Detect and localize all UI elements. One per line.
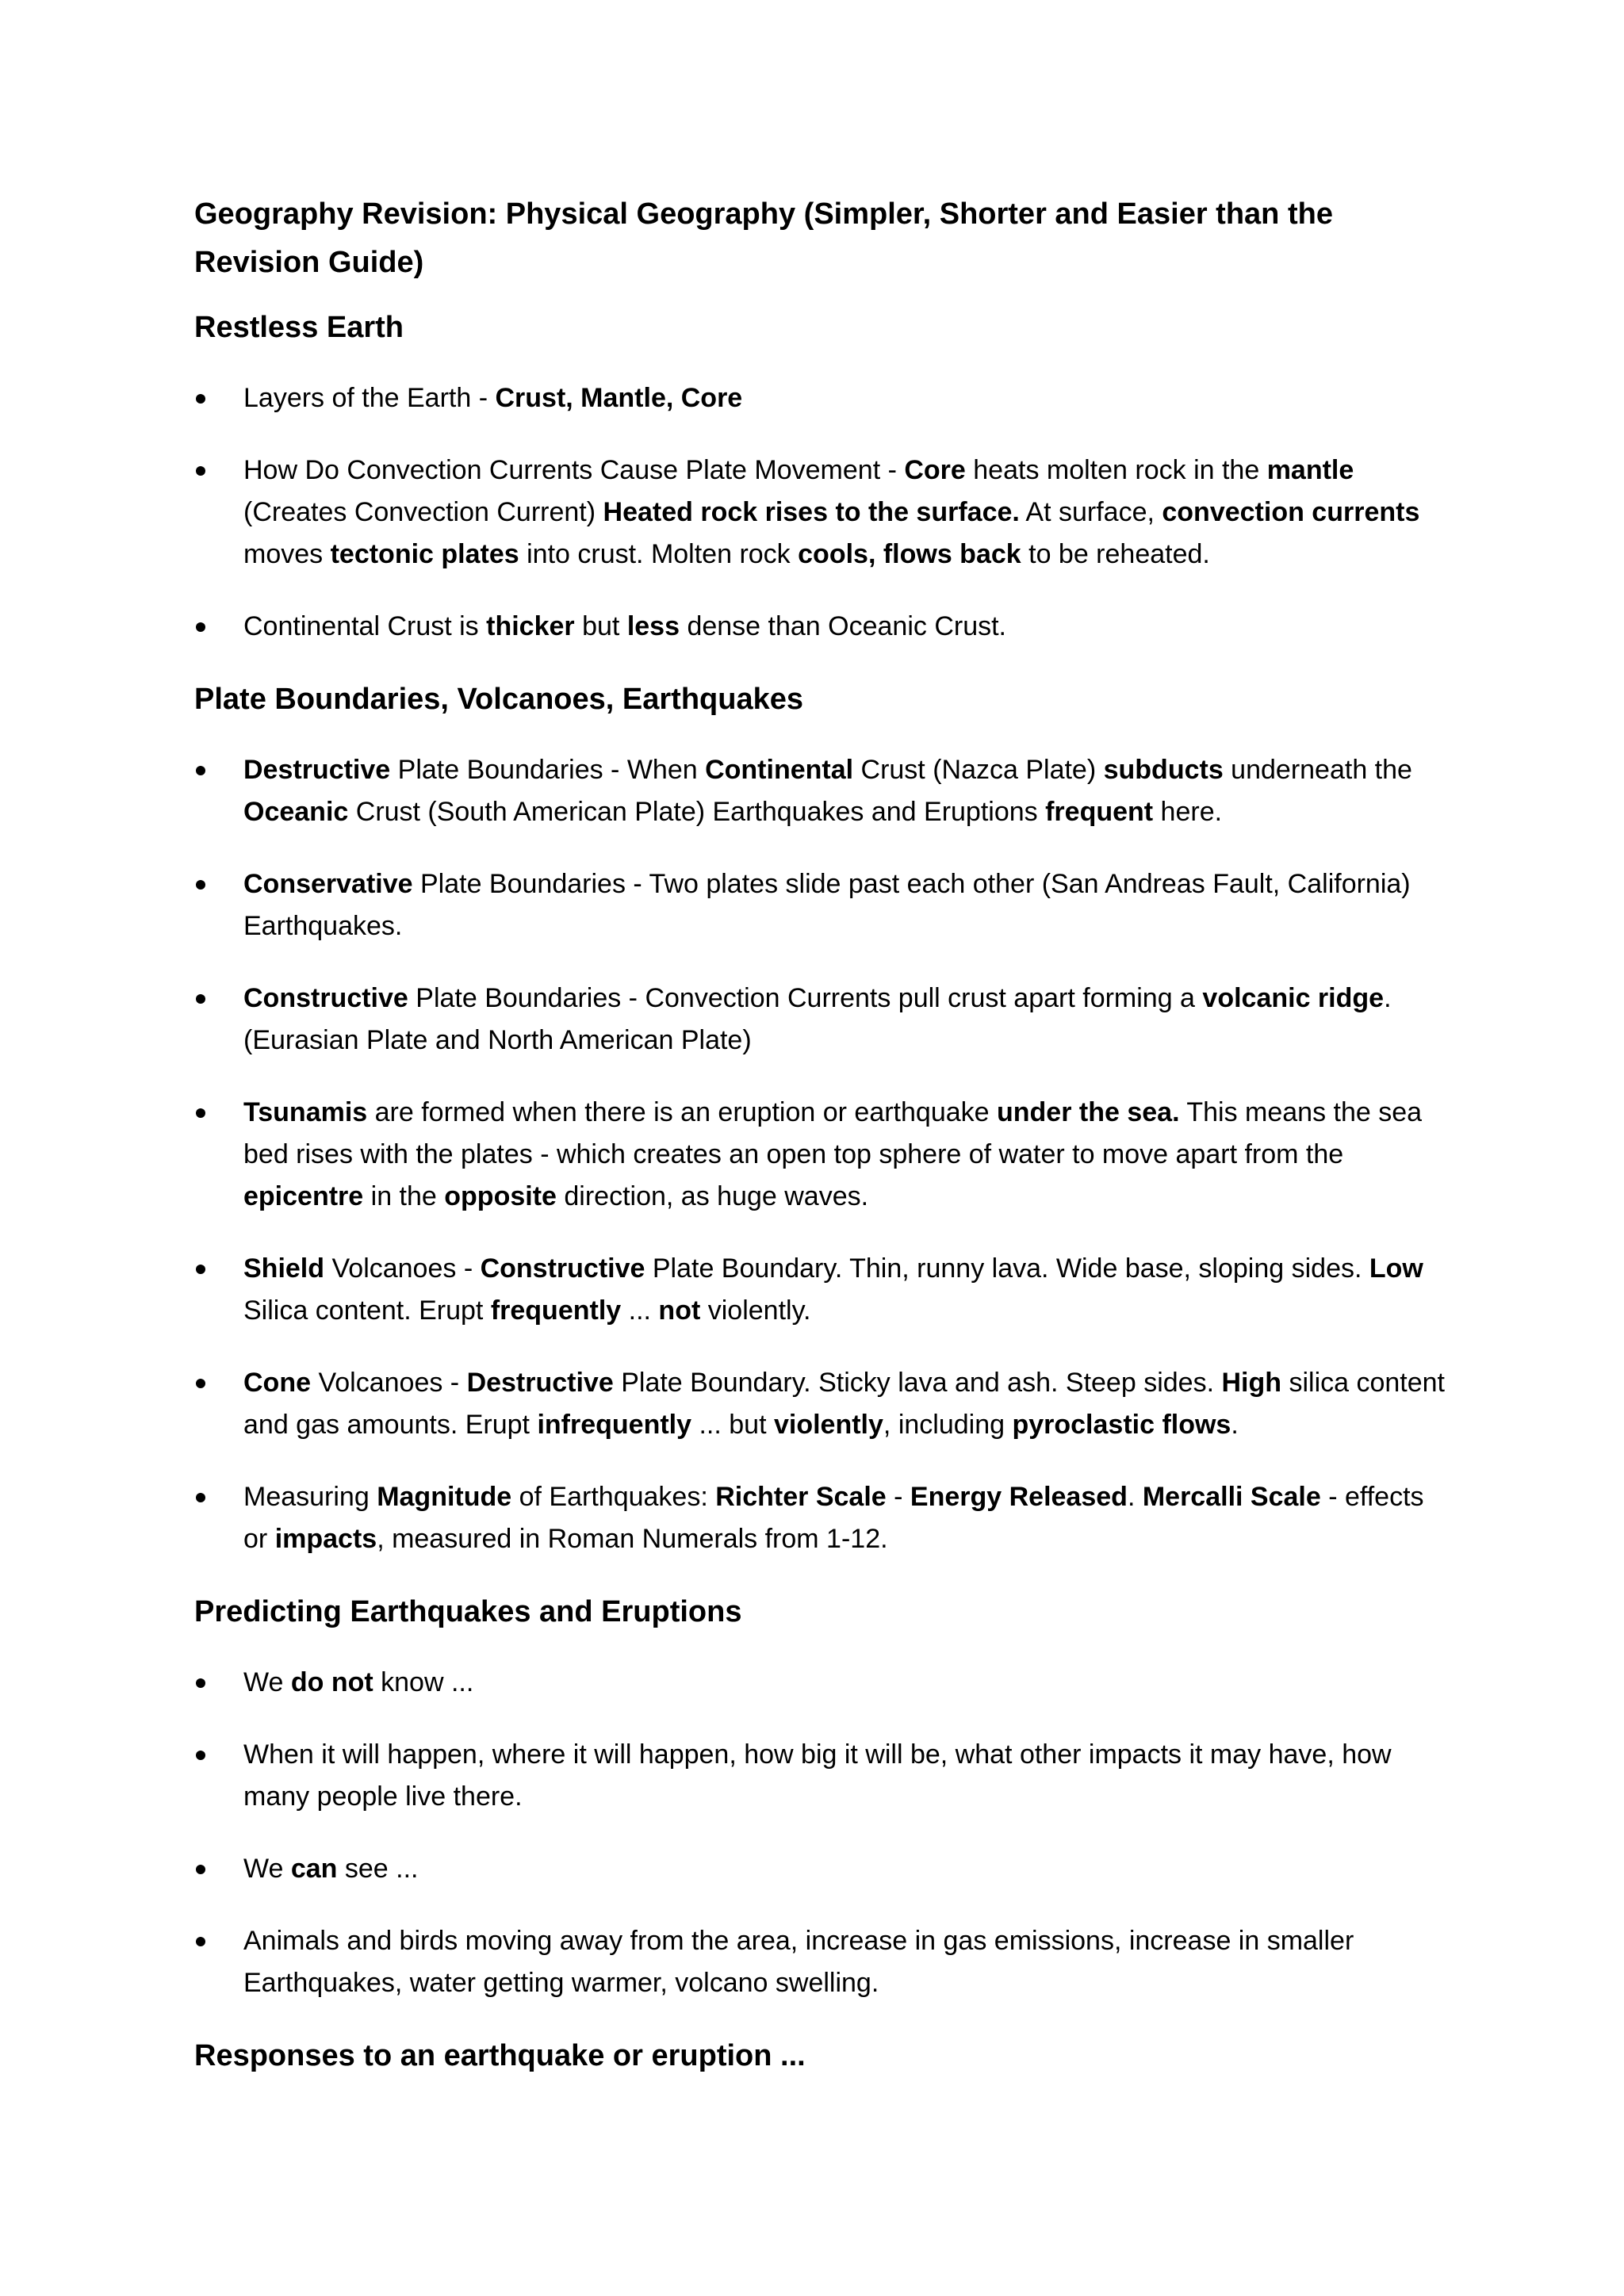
text-run: underneath the (1223, 755, 1412, 785)
bold-text: can (290, 1854, 338, 1884)
bold-text: Continental (705, 755, 854, 785)
text-run: but (574, 611, 627, 641)
bold-text: volcanic ridge (1202, 983, 1385, 1013)
text-run: dense than Oceanic Crust. (680, 611, 1007, 641)
bold-text: Destructive (243, 755, 391, 785)
bold-text: Low (1369, 1253, 1423, 1284)
text-run: moves (243, 539, 331, 569)
text-run: . (1231, 1410, 1239, 1440)
bold-text: Oceanic (243, 797, 349, 827)
text-run: Silica content. Erupt (243, 1295, 491, 1326)
text-run: see ... (337, 1854, 419, 1884)
text-run: - (886, 1482, 910, 1512)
text-run: ... (621, 1295, 659, 1326)
text-run: Plate Boundaries - Convection Currents pull crust apart forming a (408, 983, 1203, 1013)
document-title: Geography Revision: Physical Geography (Simpler, Shorter and Easier than the Revision Guide) (194, 197, 1333, 279)
text-run: , including (883, 1410, 1013, 1440)
bold-text: Tsunamis (243, 1097, 368, 1127)
list-item (194, 1734, 1447, 1818)
text-run: of Earthquakes: (511, 1482, 716, 1512)
text-run: How Do Convection Currents Cause Plate Movement - (243, 455, 905, 485)
bullet-list (194, 377, 1447, 648)
bold-text: frequent (1045, 797, 1154, 827)
bullet-icon (196, 1751, 205, 1760)
list-item (194, 1920, 1447, 2004)
bullet-icon (196, 880, 205, 890)
bold-text: Cone (243, 1368, 311, 1398)
list-item (194, 863, 1447, 947)
bullet-icon (196, 1108, 205, 1118)
list-item (194, 978, 1447, 1062)
bold-text: mantle (1266, 455, 1354, 485)
bold-text: impacts (274, 1524, 377, 1554)
text-run: violently. (700, 1295, 811, 1326)
bullet-icon (196, 1493, 205, 1502)
text-run: to be reheated. (1021, 539, 1210, 569)
text-run: here. (1153, 797, 1223, 827)
text-run: ... but (691, 1410, 774, 1440)
bold-text: frequently (490, 1295, 622, 1326)
bold-text: Constructive (243, 983, 408, 1013)
document-body (194, 306, 1447, 2077)
text-run: Measuring (243, 1482, 377, 1512)
text-run: This means the sea bed rises with the plates - which creates an open top sphere of water to move apart from the (243, 1097, 1423, 1169)
text-run: . (Eurasian Plate and North American Plate) (243, 983, 1392, 1055)
bullet-icon (196, 1265, 205, 1274)
bold-text: cools, flows back (798, 539, 1021, 569)
list-item (194, 450, 1447, 576)
text-run: , measured in Roman Numerals from 1-12. (377, 1524, 888, 1554)
list-item (194, 1848, 1447, 1890)
bullet-list (194, 749, 1447, 1560)
list-item (194, 1092, 1447, 1218)
bold-text: Richter Scale (715, 1482, 887, 1512)
bold-text: subducts (1103, 755, 1224, 785)
list-item (194, 377, 1447, 419)
list-item (194, 1362, 1447, 1446)
text-run: We (243, 1667, 291, 1697)
text-run: Crust (Nazca Plate) (853, 755, 1104, 785)
bullet-icon (196, 994, 205, 1004)
bold-text: tectonic plates (330, 539, 519, 569)
text-run: Plate Boundaries - Two plates slide past each other (San Andreas Fault, California) Earthquakes. (243, 869, 1411, 941)
text-run: Continental Crust is (243, 611, 487, 641)
text-run: Plate Boundary. Sticky lava and ash. Steep sides. (613, 1368, 1222, 1398)
bullet-icon (196, 1865, 205, 1874)
text-run: When it will happen, where it will happen, how big it will be, what other impacts it may have, how many people live there. (243, 1739, 1392, 1812)
bold-text: Core (904, 455, 966, 485)
bold-text: violently (773, 1410, 883, 1440)
section-heading: Restless Earth (194, 311, 404, 344)
bullet-icon (196, 1379, 205, 1388)
bold-text: Crust, Mantle, Core (495, 383, 743, 413)
text-run: direction, as huge waves. (556, 1181, 869, 1211)
bold-text: not (658, 1295, 701, 1326)
text-run: in the (363, 1181, 445, 1211)
text-run: (Creates Convection Current) (243, 497, 603, 527)
bullet-icon (196, 622, 205, 632)
list-item (194, 1248, 1447, 1332)
section-heading: Responses to an earthquake or eruption ... (194, 2039, 806, 2072)
bullet-icon (196, 1678, 205, 1688)
bold-text: Destructive (466, 1368, 614, 1398)
bullet-icon (196, 394, 205, 404)
bold-text: Heated rock rises to the surface. (603, 497, 1020, 527)
text-run: know ... (373, 1667, 474, 1697)
text-run: are formed when there is an eruption or earthquake (367, 1097, 997, 1127)
section-heading: Predicting Earthquakes and Eruptions (194, 1595, 742, 1628)
text-run: into crust. Molten rock (519, 539, 799, 569)
text-run: silica content and gas amounts. Erupt (243, 1368, 1446, 1440)
text-run: Plate Boundary. Thin, runny lava. Wide base, sloping sides. (645, 1253, 1369, 1284)
bold-text: Energy Released (910, 1482, 1128, 1512)
bold-text: thicker (486, 611, 575, 641)
bold-text: Constructive (480, 1253, 645, 1284)
bold-text: infrequently (537, 1410, 692, 1440)
text-run: Animals and birds moving away from the area, increase in gas emissions, increase in smaller Earthquakes, water getting warmer, volcano swelling. (243, 1926, 1354, 1998)
bold-text: under the sea. (997, 1097, 1180, 1127)
bold-text: less (626, 611, 680, 641)
text-run: . (1127, 1482, 1143, 1512)
document-page (194, 190, 1447, 2106)
bold-text: Shield (243, 1253, 325, 1284)
bold-text: Mercalli Scale (1142, 1482, 1321, 1512)
bullet-icon (196, 766, 205, 775)
bold-text: epicentre (243, 1181, 364, 1211)
list-item (194, 606, 1447, 648)
bold-text: opposite (444, 1181, 557, 1211)
bold-text: High (1221, 1368, 1282, 1398)
bullet-icon (196, 466, 205, 476)
text-run: Crust (South American Plate) Earthquakes and Eruptions (348, 797, 1046, 827)
bold-text: convection currents (1162, 497, 1420, 527)
bold-text: Magnitude (377, 1482, 512, 1512)
text-run: - effects or (243, 1482, 1424, 1554)
list-item (194, 749, 1447, 833)
text-run: We (243, 1854, 291, 1884)
text-run: heats molten rock in the (965, 455, 1267, 485)
text-run: Volcanoes - (311, 1368, 467, 1398)
text-run: Plate Boundaries - When (390, 755, 706, 785)
list-item (194, 1476, 1447, 1560)
bullet-list (194, 1662, 1447, 2004)
bold-text: do not (290, 1667, 373, 1697)
bullet-icon (196, 1937, 205, 1946)
section-heading: Plate Boundaries, Volcanoes, Earthquakes (194, 683, 803, 716)
bold-text: Conservative (243, 869, 413, 899)
text-run: Layers of the Earth - (243, 383, 496, 413)
list-item (194, 1662, 1447, 1704)
text-run: Volcanoes - (324, 1253, 481, 1284)
text-run: At surface, (1019, 497, 1162, 527)
bold-text: pyroclastic flows (1012, 1410, 1231, 1440)
